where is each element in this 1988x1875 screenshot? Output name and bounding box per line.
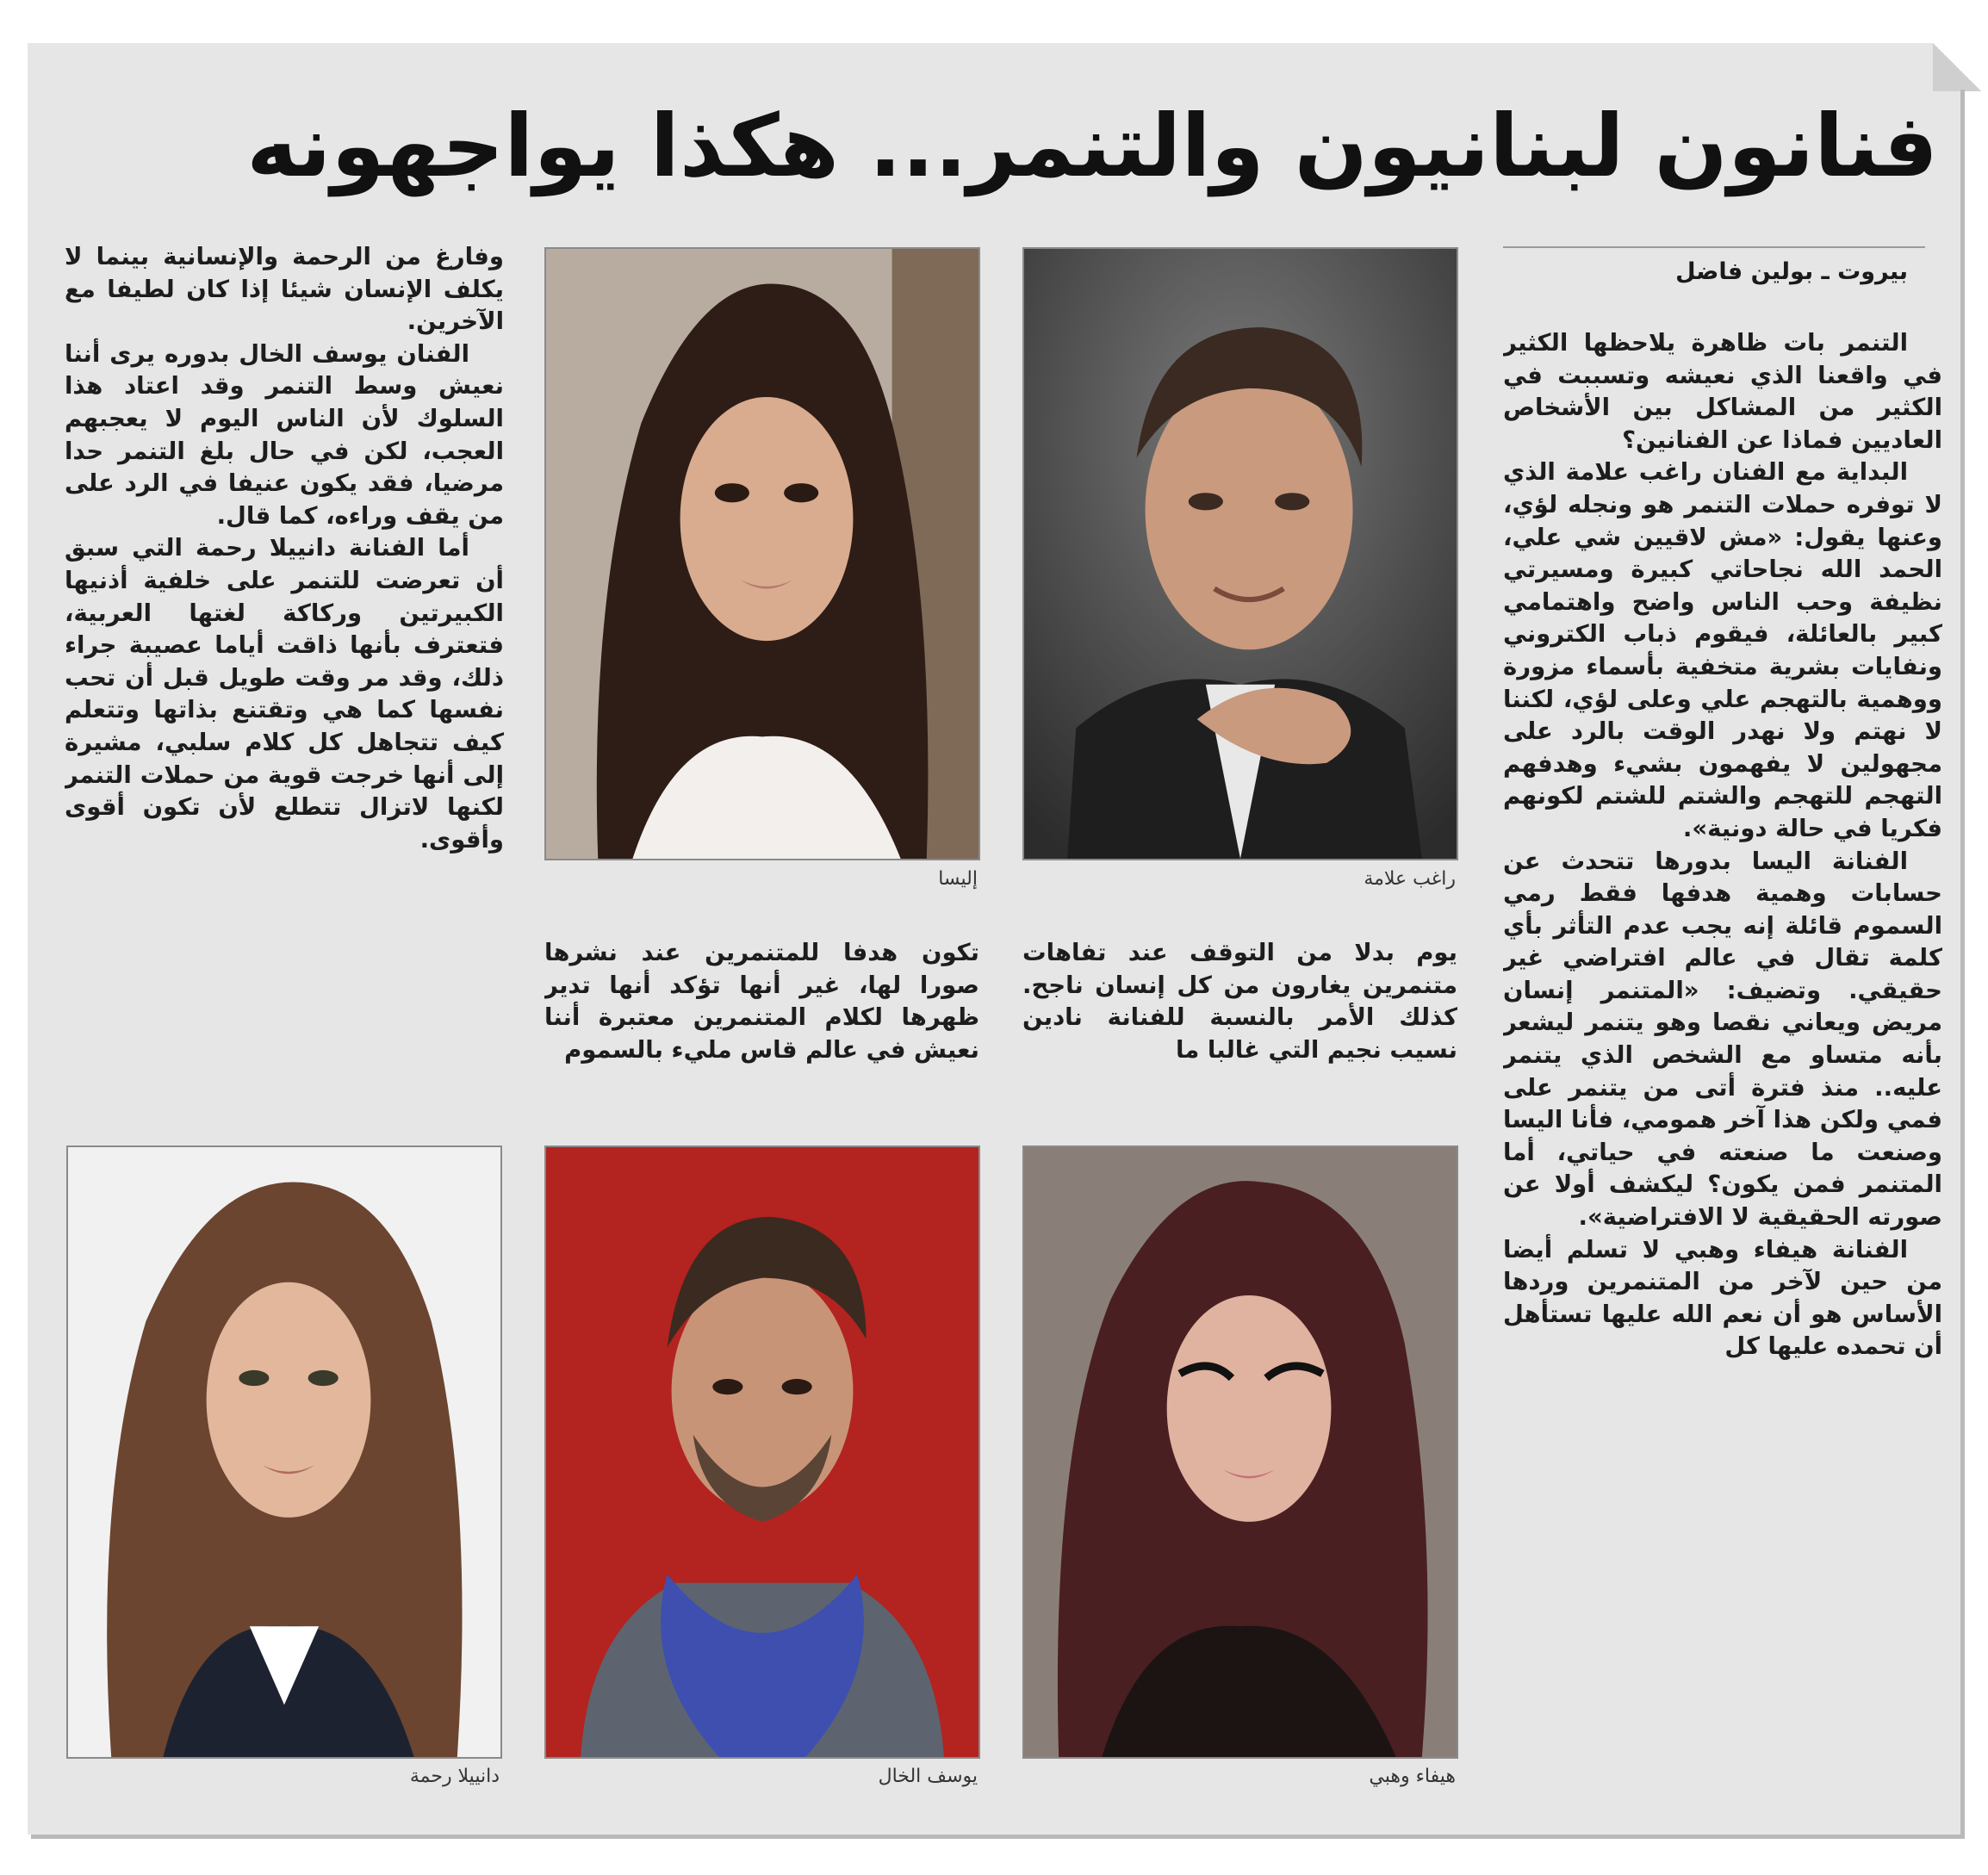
caption-haifa-wehbe: هيفاء وهبي <box>1369 1766 1456 1787</box>
page-shadow-right <box>1960 90 1965 1838</box>
headline: فنانون لبنانيون والتنمر... هكذا يواجهونه <box>246 96 1938 196</box>
paragraph: وفارغ من الرحمة والإنسانية بينما لا يكلف الإنسان شيئا إذا كان لطيفا مع الآخرين. <box>65 243 504 336</box>
byline-rule <box>1503 246 1925 248</box>
photo-youssef-el-khal <box>544 1145 980 1759</box>
caption-daniella-rahme: دانييلا رحمة <box>409 1766 500 1787</box>
paragraph: تكون هدفا للمتنمرين عند نشرها صورا لها، غير أنها تؤكد أنها تدير ظهرها لكلام المتنمرين معتبرة أننا نعيش في عالم قاس مليء بالسموم <box>544 939 979 1064</box>
paragraph: الفنان يوسف الخال بدوره يرى أننا نعيش وسط التنمر وقد اعتاد هذا السلوك لأن الناس اليوم لا يعجبهم العجب، لكن في حال بلغ التنمر حدا مرضيا، فقد يكون عنيفا في الرد على من يقف وراءه، كما قال. <box>65 339 504 530</box>
paragraph: التنمر بات ظاهرة يلاحظها الكثير في واقعنا الذي نعيشه وتسببت في الكثير من المشاكل بين الأشخاص العاديين فماذا عن الفنانين؟ <box>1503 329 1942 454</box>
paragraph: يوم بدلا من التوقف عند تفاهات متنمرين يغارون من كل إنسان ناجح. كذلك الأمر بالنسبة للفنانة نادين نسيب نجيم التي غالبا ما <box>1022 939 1457 1064</box>
photo-elissa <box>544 247 980 860</box>
article-block-middle-left <box>544 937 979 1101</box>
paragraph: البداية مع الفنان راغب علامة الذي لا توفره حملات التنمر هو ونجله لؤي، وعنها يقول: «مش لاقيين شي علي، الحمد الله نجاحاتي كبيرة ومسيرتي نظيفة وحب الناس واضح واهتمامي كبير بالعائلة، فيقوم ذباب الكتروني ونفايات بشرية متخفية بأسماء مزورة ووهمية بالتهجم علي وعلى لؤي، لكننا لا نهتم ولا نهدر الوقت بالرد على مجهولين لا يفهمون بشيء وهدفهم التهجم للتهجم والشتم للشتم لكونهم فكريا في حالة دونية». <box>1503 458 1942 842</box>
paragraph: الفنانة هيفاء وهبي لا تسلم أيضا من حين لآخر من المتنمرين وردها الأساس هو أن نعم الله عليها تستأهل أن تحمده عليها كل <box>1503 1235 1942 1361</box>
paragraph: الفنانة اليسا بدورها تتحدث عن حسابات وهمية هدفها فقط رمي السموم قائلة إنه يجب عدم التأثر بأي كلمة تقال في عالم افتراضي غير حقيقي. وتضيف: «المتنمر إنسان مريض ويعاني نقصا وهو يتنمر ليشعر بأنه متساو مع الشخص الذي يتنمر عليه.. منذ فترة أتى من يتنمر على فمي ولكن هذا آخر همومي، فأنا اليسا وصنعت ما صنعته في حياتي، أما المتنمر فمن يكون؟ ليكشف أولا عن صورته الحقيقية لا الافتراضية». <box>1503 847 1942 1232</box>
caption-youssef-el-khal: يوسف الخال <box>878 1766 978 1787</box>
photo-ragheb-alama <box>1022 247 1458 860</box>
caption-elissa: إليسا <box>938 868 978 890</box>
article-block-middle-right <box>1022 937 1457 1101</box>
photo-haifa-wehbe <box>1022 1145 1458 1759</box>
page-shadow-bottom <box>31 1835 1965 1839</box>
page-fold-corner <box>1933 43 1981 91</box>
caption-ragheb-alama: راغب علامة <box>1364 868 1456 890</box>
article-column-right <box>1503 327 1942 1791</box>
byline: بيروت ـ بولين فاضل <box>1675 258 1908 285</box>
paragraph: أما الفنانة دانييلا رحمة التي سبق أن تعرضت للتنمر على خلفية أذنيها الكبيرتين وركاكة لغتها العربية، فتعترف بأنها ذاقت أياما عصيبة جراء ذلك، وقد مر وقت طويل قبل أن تحب نفسها كما هي وتقتنع بذاتها وتتعلم كيف تتجاهل كل كلام سلبي، مشيرة إلى أنها خرجت قوية من حملات التنمر لكنها لاتزال تتطلع لأن تكون أقوى وأقوى. <box>65 534 504 854</box>
article-column-left <box>65 241 504 1120</box>
photo-daniella-rahme <box>66 1145 502 1759</box>
